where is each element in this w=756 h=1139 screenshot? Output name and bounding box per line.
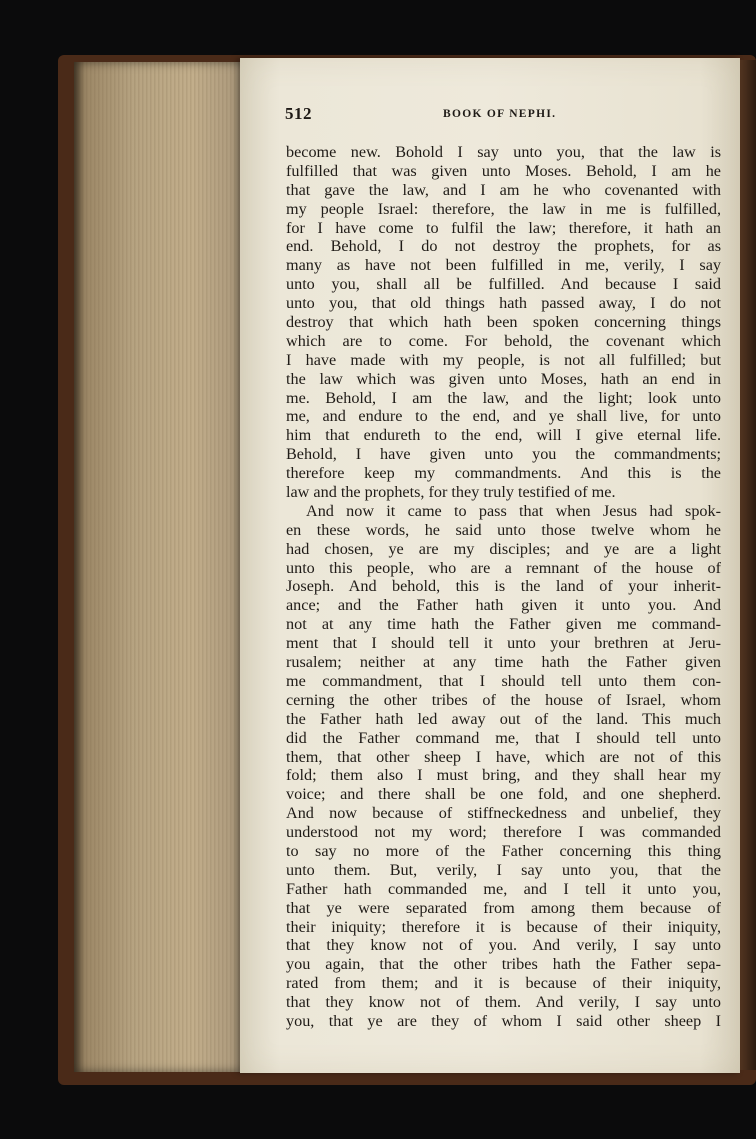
text-line: therefore keep my commandments. And this is the <box>286 464 721 483</box>
text-line: my people Israel: therefore, the law in me is fulfilled, <box>286 199 721 218</box>
text-line: unto this people, who are a remnant of the house of <box>286 558 721 577</box>
text-line: for I have come to fulfil the law; therefore, it hath an <box>286 218 721 237</box>
text-line: ance; and the Father hath given it unto you. And <box>286 596 721 615</box>
text-line: rusalem; neither at any time hath the Father given <box>286 653 721 672</box>
text-line: destroy that which hath been spoken concerning things <box>286 313 721 332</box>
text-line: you again, that the other tribes hath the Father sepa- <box>286 955 721 974</box>
text-line: him that endureth to the end, will I give eternal life. <box>286 426 721 445</box>
text-line: them, that other sheep I have, which are not of this <box>286 747 721 766</box>
text-line: not at any time hath the Father given me command- <box>286 615 721 634</box>
text-line: law and the prophets, for they truly testified of me. <box>286 483 616 502</box>
text-line: me. Behold, I am the law, and the light; look unto <box>286 388 721 407</box>
page-text <box>286 143 721 1031</box>
text-line: I have made with my people, is not all fulfilled; but <box>286 350 721 369</box>
text-line: Behold, I have given unto you the commandments; <box>286 445 721 464</box>
text-line: me, and endure to the end, and ye shall live, for unto <box>286 407 721 426</box>
text-line: Father hath commanded me, and I tell it unto you, <box>286 879 721 898</box>
text-line: many as have not been fulfilled in me, verily, I say <box>286 256 721 275</box>
text-line: that they know not of you. And verily, I say unto <box>286 936 721 955</box>
text-line: fold; them also I must bring, and they shall hear my <box>286 766 721 785</box>
text-line: you, that ye are they of whom I said other sheep I <box>286 1011 721 1030</box>
text-line: the Father hath led away out of the land. This much <box>286 709 721 728</box>
text-line: unto you, shall all be fulfilled. And because I said <box>286 275 721 294</box>
text-line: fulfilled that was given unto Moses. Behold, I am he <box>286 161 721 180</box>
text-line: had chosen, ye are my disciples; and ye are a light <box>286 539 721 558</box>
text-line: voice; and there shall be one fold, and one shepherd. <box>286 785 721 804</box>
text-line: cerning the other tribes of the house of Israel, whom <box>286 690 721 709</box>
running-head <box>285 104 725 128</box>
text-line: which are to come. For behold, the covenant which <box>286 331 721 350</box>
text-line: rated from them; and it is because of their iniquity, <box>286 974 721 993</box>
text-line: that gave the law, and I am he who covenanted with <box>286 180 721 199</box>
text-line: did the Father command me, that I should tell unto <box>286 728 721 747</box>
text-line: en these words, he said unto those twelve whom he <box>286 520 721 539</box>
text-line: that they know not of them. And verily, I say unto <box>286 993 721 1012</box>
text-line: And now it came to pass that when Jesus had spok- <box>306 501 721 520</box>
page-edges <box>74 62 244 1072</box>
text-line: that ye were separated from among them because of <box>286 898 721 917</box>
text-line: And now because of stiffneckedness and unbelief, they <box>286 804 721 823</box>
text-line: end. Behold, I do not destroy the prophets, for as <box>286 237 721 256</box>
text-line: understood not my word; therefore I was commanded <box>286 823 721 842</box>
text-line: unto you, that old things hath passed away, I do not <box>286 294 721 313</box>
text-line: ment that I should tell it unto your brethren at Jeru- <box>286 634 721 653</box>
text-line: me commandment, that I should tell unto them con- <box>286 671 721 690</box>
text-line: the law which was given unto Moses, hath an end in <box>286 369 721 388</box>
cover-edge <box>738 60 756 1070</box>
page-number: 512 <box>285 104 312 123</box>
book-title: BOOK OF NEPHI. <box>443 108 557 120</box>
text-line: become new. Bohold I say unto you, that the law is <box>286 143 721 161</box>
text-line: Joseph. And behold, this is the land of your inherit- <box>286 577 721 596</box>
text-line: their iniquity; therefore it is because of their iniquity, <box>286 917 721 936</box>
text-line: to say no more of the Father concerning this thing <box>286 841 721 860</box>
text-line: unto them. But, verily, I say unto you, that the <box>286 860 721 879</box>
